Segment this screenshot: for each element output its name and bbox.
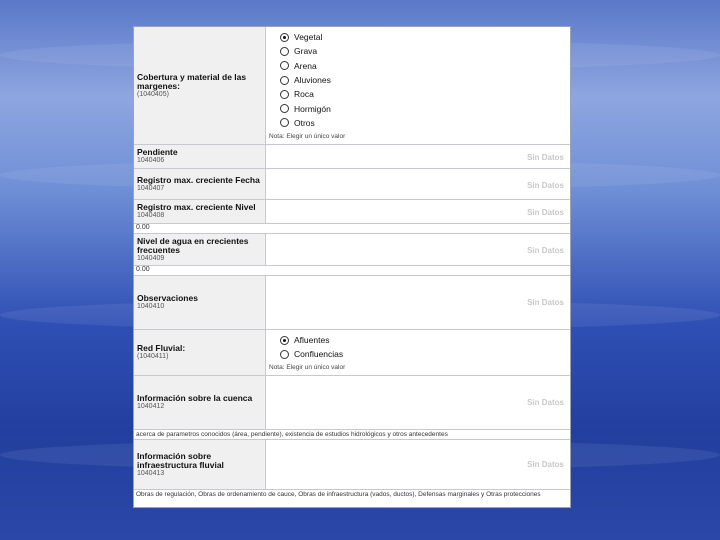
option-grava[interactable]: Grava bbox=[280, 44, 331, 58]
cobertura-options bbox=[280, 30, 331, 130]
row-registro-fecha bbox=[134, 169, 570, 200]
value-sin-datos: Sin Datos bbox=[527, 208, 564, 217]
row-red-fluvial bbox=[134, 330, 570, 376]
field-code: 1040410 bbox=[137, 303, 165, 310]
row-info-infra-note bbox=[134, 490, 570, 507]
value-sin-datos: Sin Datos bbox=[527, 153, 564, 162]
option-confluencias[interactable]: Confluencias bbox=[280, 347, 343, 361]
field-code: 1040408 bbox=[137, 212, 165, 219]
option-roca[interactable]: Roca bbox=[280, 87, 331, 101]
value-sin-datos: Sin Datos bbox=[527, 398, 564, 407]
red-fluvial-options bbox=[280, 333, 343, 362]
field-code: 1040409 bbox=[137, 254, 165, 262]
option-note: Nota: Elegir un único valor bbox=[269, 133, 346, 140]
radio-icon[interactable] bbox=[280, 47, 289, 56]
radio-icon[interactable] bbox=[280, 350, 289, 359]
label-cell bbox=[134, 276, 266, 329]
row-nivel-agua bbox=[134, 234, 570, 266]
option-aluviones[interactable]: Aluviones bbox=[280, 73, 331, 87]
row-registro-nivel bbox=[134, 200, 570, 224]
form-sheet bbox=[133, 26, 571, 508]
row-cobertura bbox=[134, 27, 570, 145]
label-cell bbox=[134, 27, 266, 144]
field-note: acerca de parametros conocidos (área, pendiente), existencia de estudios hidrológicos y otros antecedentes bbox=[136, 431, 448, 438]
value-sin-datos: Sin Datos bbox=[527, 460, 564, 469]
field-title: Registro max. creciente Fecha bbox=[137, 174, 260, 185]
field-title: Información sobre infraestructura fluvial bbox=[137, 450, 224, 470]
label-cell bbox=[134, 234, 266, 265]
label-cell bbox=[134, 200, 266, 223]
option-arena[interactable]: Arena bbox=[280, 59, 331, 73]
row-info-cuenca bbox=[134, 376, 570, 430]
radio-icon[interactable] bbox=[280, 104, 289, 113]
row-observaciones bbox=[134, 276, 570, 330]
radio-selected-icon[interactable] bbox=[280, 336, 289, 345]
value-sin-datos: Sin Datos bbox=[527, 246, 564, 255]
row-info-infra bbox=[134, 440, 570, 490]
label-cell bbox=[134, 330, 266, 375]
option-vegetal[interactable]: Vegetal bbox=[280, 30, 331, 44]
field-title: Red Fluvial: bbox=[137, 343, 186, 353]
option-otros[interactable]: Otros bbox=[280, 116, 331, 130]
field-note: Obras de regulación, Obras de ordenamiento de cauce, Obras de infraestructura (vados, ductos), Defensas marginales y Otras protecciones bbox=[136, 491, 541, 498]
field-title: Información sobre la cuenca bbox=[137, 393, 253, 403]
label-cell bbox=[134, 169, 266, 199]
radio-icon[interactable] bbox=[280, 118, 289, 127]
field-code: 1040407 bbox=[137, 184, 165, 192]
field-code: (1040405) bbox=[137, 90, 169, 98]
field-title: Cobertura y material de las margenes: bbox=[137, 71, 247, 91]
field-title: Observaciones bbox=[137, 293, 198, 303]
row-nivel-agua-value bbox=[134, 266, 570, 276]
label-cell bbox=[134, 145, 266, 168]
label-cell bbox=[134, 376, 266, 429]
row-registro-nivel-value bbox=[134, 224, 570, 234]
value-sin-datos: Sin Datos bbox=[527, 181, 564, 190]
radio-icon[interactable] bbox=[280, 76, 289, 85]
field-title: Pendiente bbox=[137, 147, 178, 157]
option-hormigon[interactable]: Hormigón bbox=[280, 101, 331, 115]
option-note: Nota: Elegir un único valor bbox=[269, 364, 346, 371]
numeric-value: 0.00 bbox=[136, 266, 150, 273]
label-cell bbox=[134, 440, 266, 489]
row-info-cuenca-note bbox=[134, 430, 570, 440]
field-code: (1040411) bbox=[137, 353, 169, 360]
row-pendiente bbox=[134, 145, 570, 169]
field-title: Nivel de agua en crecientes frecuentes bbox=[137, 235, 249, 255]
field-code: 1040413 bbox=[137, 469, 165, 477]
value-sin-datos: Sin Datos bbox=[527, 298, 564, 307]
field-code: 1040406 bbox=[137, 157, 165, 164]
radio-icon[interactable] bbox=[280, 90, 289, 99]
field-code: 1040412 bbox=[137, 403, 165, 410]
radio-selected-icon[interactable] bbox=[280, 33, 289, 42]
field-title: Registro max. creciente Nivel bbox=[137, 202, 256, 212]
radio-icon[interactable] bbox=[280, 61, 289, 70]
numeric-value: 0.00 bbox=[136, 224, 150, 231]
option-afluentes[interactable]: Afluentes bbox=[280, 333, 343, 347]
